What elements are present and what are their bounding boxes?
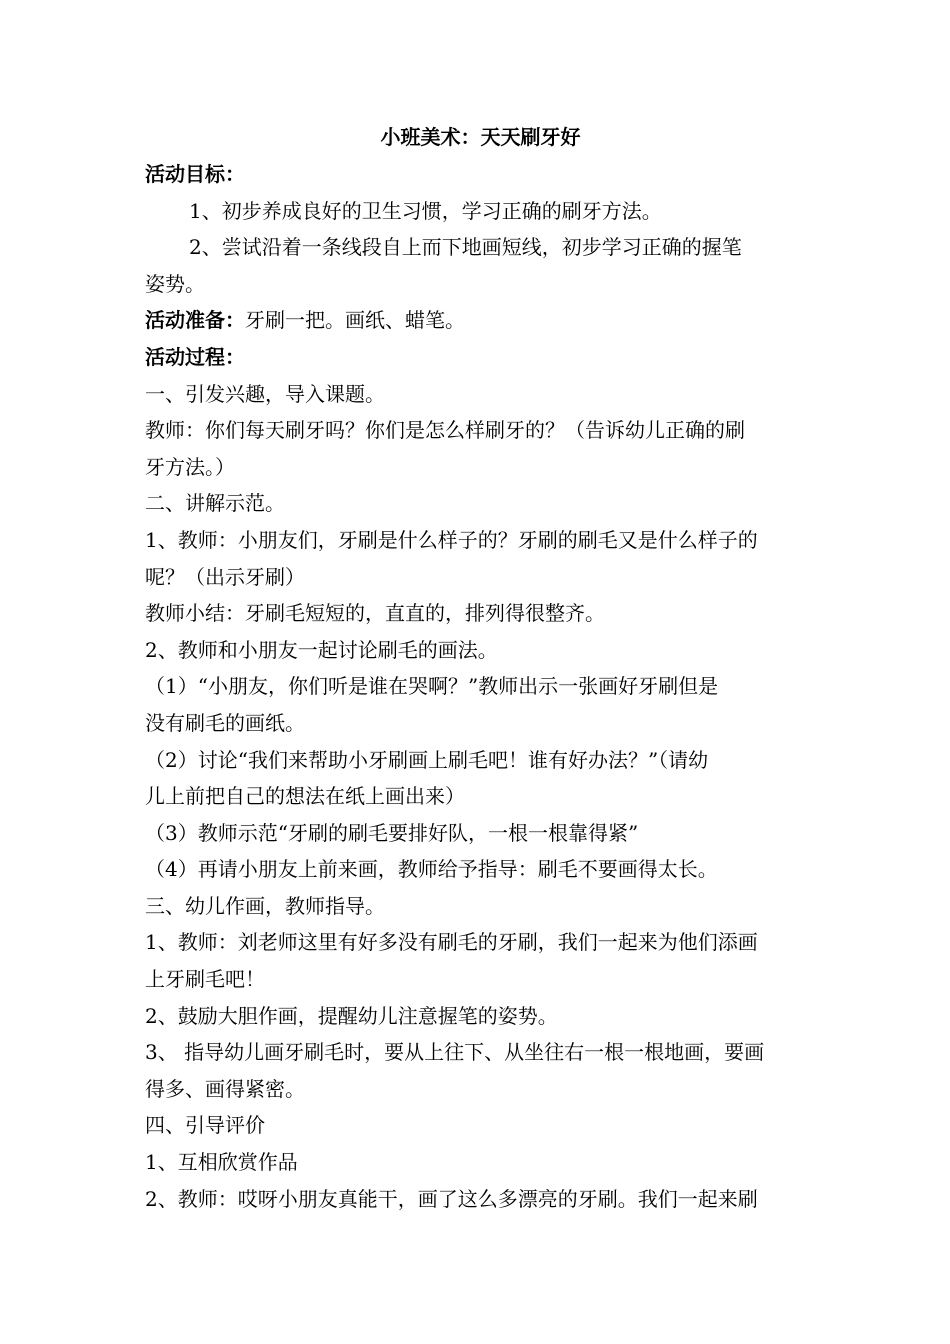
process-line: （3）教师示范“牙刷的刷毛要排好队，一根一根靠得紧” xyxy=(145,820,639,845)
process-line: 上牙刷毛吧！ xyxy=(145,967,265,992)
preparation-text: 牙刷一把。画纸、蜡笔。 xyxy=(245,308,465,333)
goal-item-2-line-2: 姿势。 xyxy=(145,271,205,296)
preparation-line xyxy=(145,302,810,339)
process-line: 三、幼儿作画，教师指导。 xyxy=(145,893,385,918)
process-line: 2、鼓励大胆作画，提醒幼儿注意握笔的姿势。 xyxy=(145,1003,558,1028)
process-heading: 活动过程： xyxy=(145,344,245,369)
process-line: 1、教师：小朋友们，牙刷是什么样子的？牙刷的刷毛又是什么样子的 xyxy=(145,527,758,552)
process-line: 一、引发兴趣，导入课题。 xyxy=(145,381,385,406)
process-line: （1）“小朋友，你们听是谁在哭啊？”教师出示一张画好牙刷但是 xyxy=(145,674,719,699)
process-line: 得多、画得紧密。 xyxy=(145,1076,305,1101)
goal-item-1: 1、初步养成良好的卫生习惯，学习正确的刷牙方法。 xyxy=(189,198,662,223)
process-line: 2、教师：哎呀小朋友真能干，画了这么多漂亮的牙刷。我们一起来刷 xyxy=(145,1186,758,1211)
process-line: 2、教师和小朋友一起讨论刷毛的画法。 xyxy=(145,637,498,662)
process-line: 呢？（出示牙刷） xyxy=(145,564,305,589)
process-line: （4）再请小朋友上前来画，教师给予指导：刷毛不要画得太长。 xyxy=(145,857,718,882)
document-title: 小班美术：天天刷牙好 xyxy=(380,125,581,149)
process-line: 四、引导评价 xyxy=(145,1113,265,1138)
process-line: 教师小结：牙刷毛短短的，直直的，排列得很整齐。 xyxy=(145,601,605,626)
process-line: 二、讲解示范。 xyxy=(145,491,285,516)
process-line: 1、互相欣赏作品 xyxy=(145,1150,298,1175)
process-line: 牙方法。） xyxy=(145,454,235,479)
process-line: 教师：你们每天刷牙吗？你们是怎么样刷牙的？（告诉幼儿正确的刷 xyxy=(145,418,745,443)
document-page xyxy=(145,118,810,1217)
goal-item-2-line-1: 2、尝试沿着一条线段自上而下地画短线，初步学习正确的握笔 xyxy=(189,235,742,260)
process-line: （2）讨论“我们来帮助小牙刷画上刷毛吧！谁有好办法？”（请幼 xyxy=(145,747,709,772)
process-line: 3、 指导幼儿画牙刷毛时，要从上往下、从坐往右一根一根地画，要画 xyxy=(145,1040,765,1065)
goals-heading: 活动目标： xyxy=(145,162,245,186)
process-line: 没有刷毛的画纸。 xyxy=(145,710,305,735)
process-line: 1、教师：刘老师这里有好多没有刷毛的牙刷，我们一起来为他们添画 xyxy=(145,930,758,955)
preparation-heading: 活动准备： xyxy=(145,308,245,333)
process-line: 儿上前把自己的想法在纸上画出来） xyxy=(145,784,465,809)
